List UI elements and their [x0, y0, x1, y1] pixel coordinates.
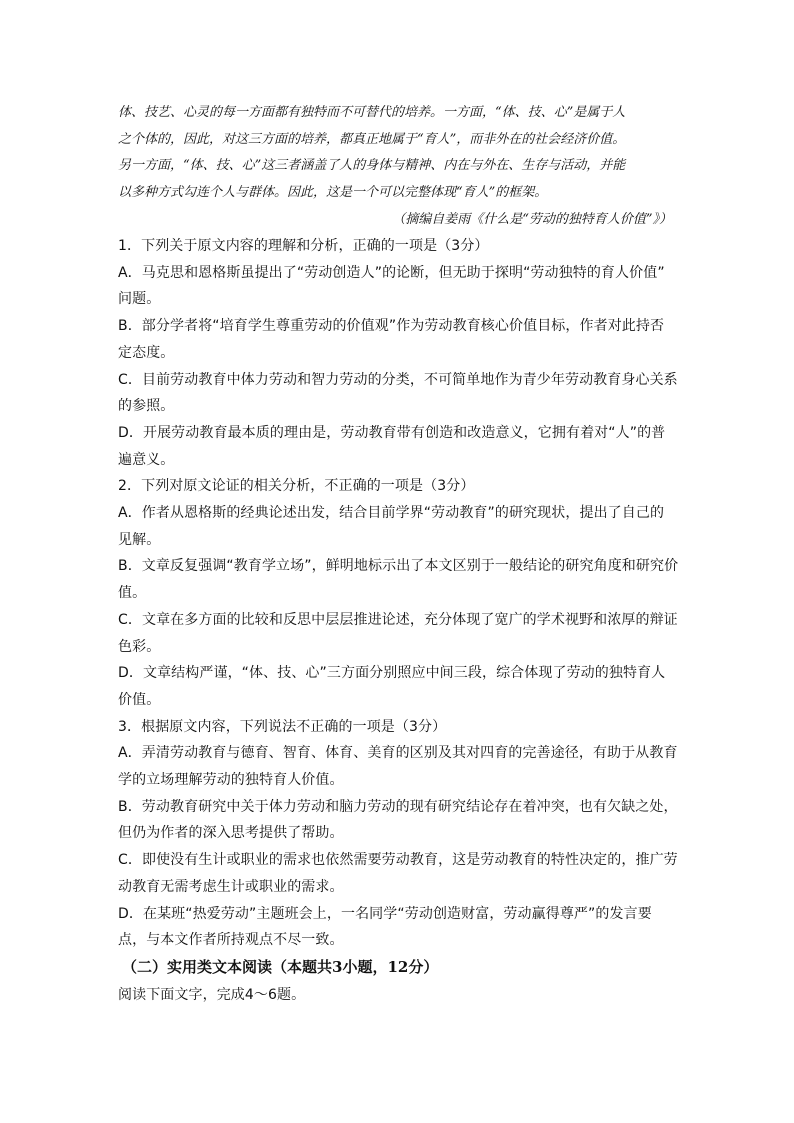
option-b-line: 值。 — [118, 585, 147, 602]
passage-line: 体、技艺、心灵的每一方面都有独特而不可替代的培养。一方面，“体、技、心”是属于人 — [118, 105, 626, 120]
option-b-line: 但仍为作者的深入思考提供了帮助。 — [118, 825, 344, 842]
option-b-line: B．劳动教育研究中关于体力劳动和脑力劳动的现有研究结论存在着冲突，也有欠缺之处， — [118, 798, 678, 815]
option-c-line: 的参照。 — [118, 398, 175, 415]
option-d-line: 点，与本文作者所持观点不尽一致。 — [118, 932, 344, 949]
section-two — [118, 952, 674, 1009]
option-d-line: D．开展劳动教育最本质的理由是，劳动教育带有创造和改造意义，它拥有着对“人”的普 — [118, 424, 666, 441]
option-c-line: C．即使没有生计或职业的需求也依然需要劳动教育，这是劳动教育的特性决定的，推广劳 — [118, 852, 678, 869]
passage-excerpt — [118, 100, 674, 234]
option-c-line: 动教育无需考虑生计或职业的需求。 — [118, 878, 344, 895]
option-d-line: 价值。 — [118, 691, 161, 708]
option-a-line: A．弄清劳动教育与德育、智育、体育、美育的区别及其对四育的完善途径，有助于从教育 — [118, 745, 678, 762]
option-b-line: B．部分学者将“培育学生尊重劳动的价值观”作为劳动教育核心价值目标，作者对此持否 — [118, 318, 665, 335]
option-c-line: 色彩。 — [118, 638, 161, 655]
option-a-line: 见解。 — [118, 531, 161, 548]
option-a-line: 问题。 — [118, 291, 161, 308]
passage-source: （摘编自姜雨《什么是“劳动的独特育人价值”》） — [392, 211, 672, 227]
option-b-line: 定态度。 — [118, 344, 175, 361]
passage-line: 之个体的，因此，对这三方面的培养，都真正地属于“育人”，而非外在的社会经济价值。 — [118, 131, 626, 147]
section-heading: （二）实用类文本阅读（本题共3小题，12分） — [122, 958, 439, 976]
option-a-line: A．马克思和恩格斯虽提出了“劳动创造人”的论断，但无助于探明“劳动独特的育人价值” — [118, 264, 665, 281]
option-b-line: B．文章反复强调“教育学立场”，鲜明地标示出了本文区别于一般结论的研究角度和研究价 — [118, 558, 679, 575]
passage-line: 另一方面，“体、技、心”这三者涵盖了人的身体与精神、内在与外在、生存与活动，并能 — [118, 158, 626, 174]
option-d-line: D．文章结构严谨，“体、技、心”三方面分别照应中间三段，综合体现了劳动的独特育人 — [118, 665, 666, 682]
option-a-line: 学的立场理解劳动的独特育人价值。 — [118, 772, 344, 789]
question-stem: 2．下列对原文论证的相关分析，不正确的一项是（3分） — [118, 478, 475, 495]
question-stem: 3．根据原文内容，下列说法不正确的一项是（3分） — [118, 718, 447, 735]
option-d-line: 遍意义。 — [118, 451, 175, 468]
option-d-line: D．在某班“热爱劳动”主题班会上，一名同学“劳动创造财富，劳动赢得尊严”的发言要 — [118, 905, 652, 922]
question-list — [118, 233, 679, 954]
section-intro: 阅读下面文字，完成4～6题。 — [118, 987, 306, 1003]
option-c-line: C．文章在多方面的比较和反思中层层推进论述，充分体现了宽广的学术视野和浓厚的辩证 — [118, 611, 678, 628]
question-stem: 1．下列关于原文内容的理解和分析，正确的一项是（3分） — [118, 238, 489, 254]
passage-line: 以多种方式勾连个人与群体。因此，这是一个可以完整体现“育人”的框架。 — [118, 185, 548, 201]
option-c-line: C．目前劳动教育中体力劳动和智力劳动的分类，不可简单地作为青少年劳动教育身心关系 — [118, 371, 678, 388]
option-a-line: A．作者从恩格斯的经典论述出发，结合目前学界“劳动教育”的研究现状，提出了自己的 — [118, 505, 665, 522]
